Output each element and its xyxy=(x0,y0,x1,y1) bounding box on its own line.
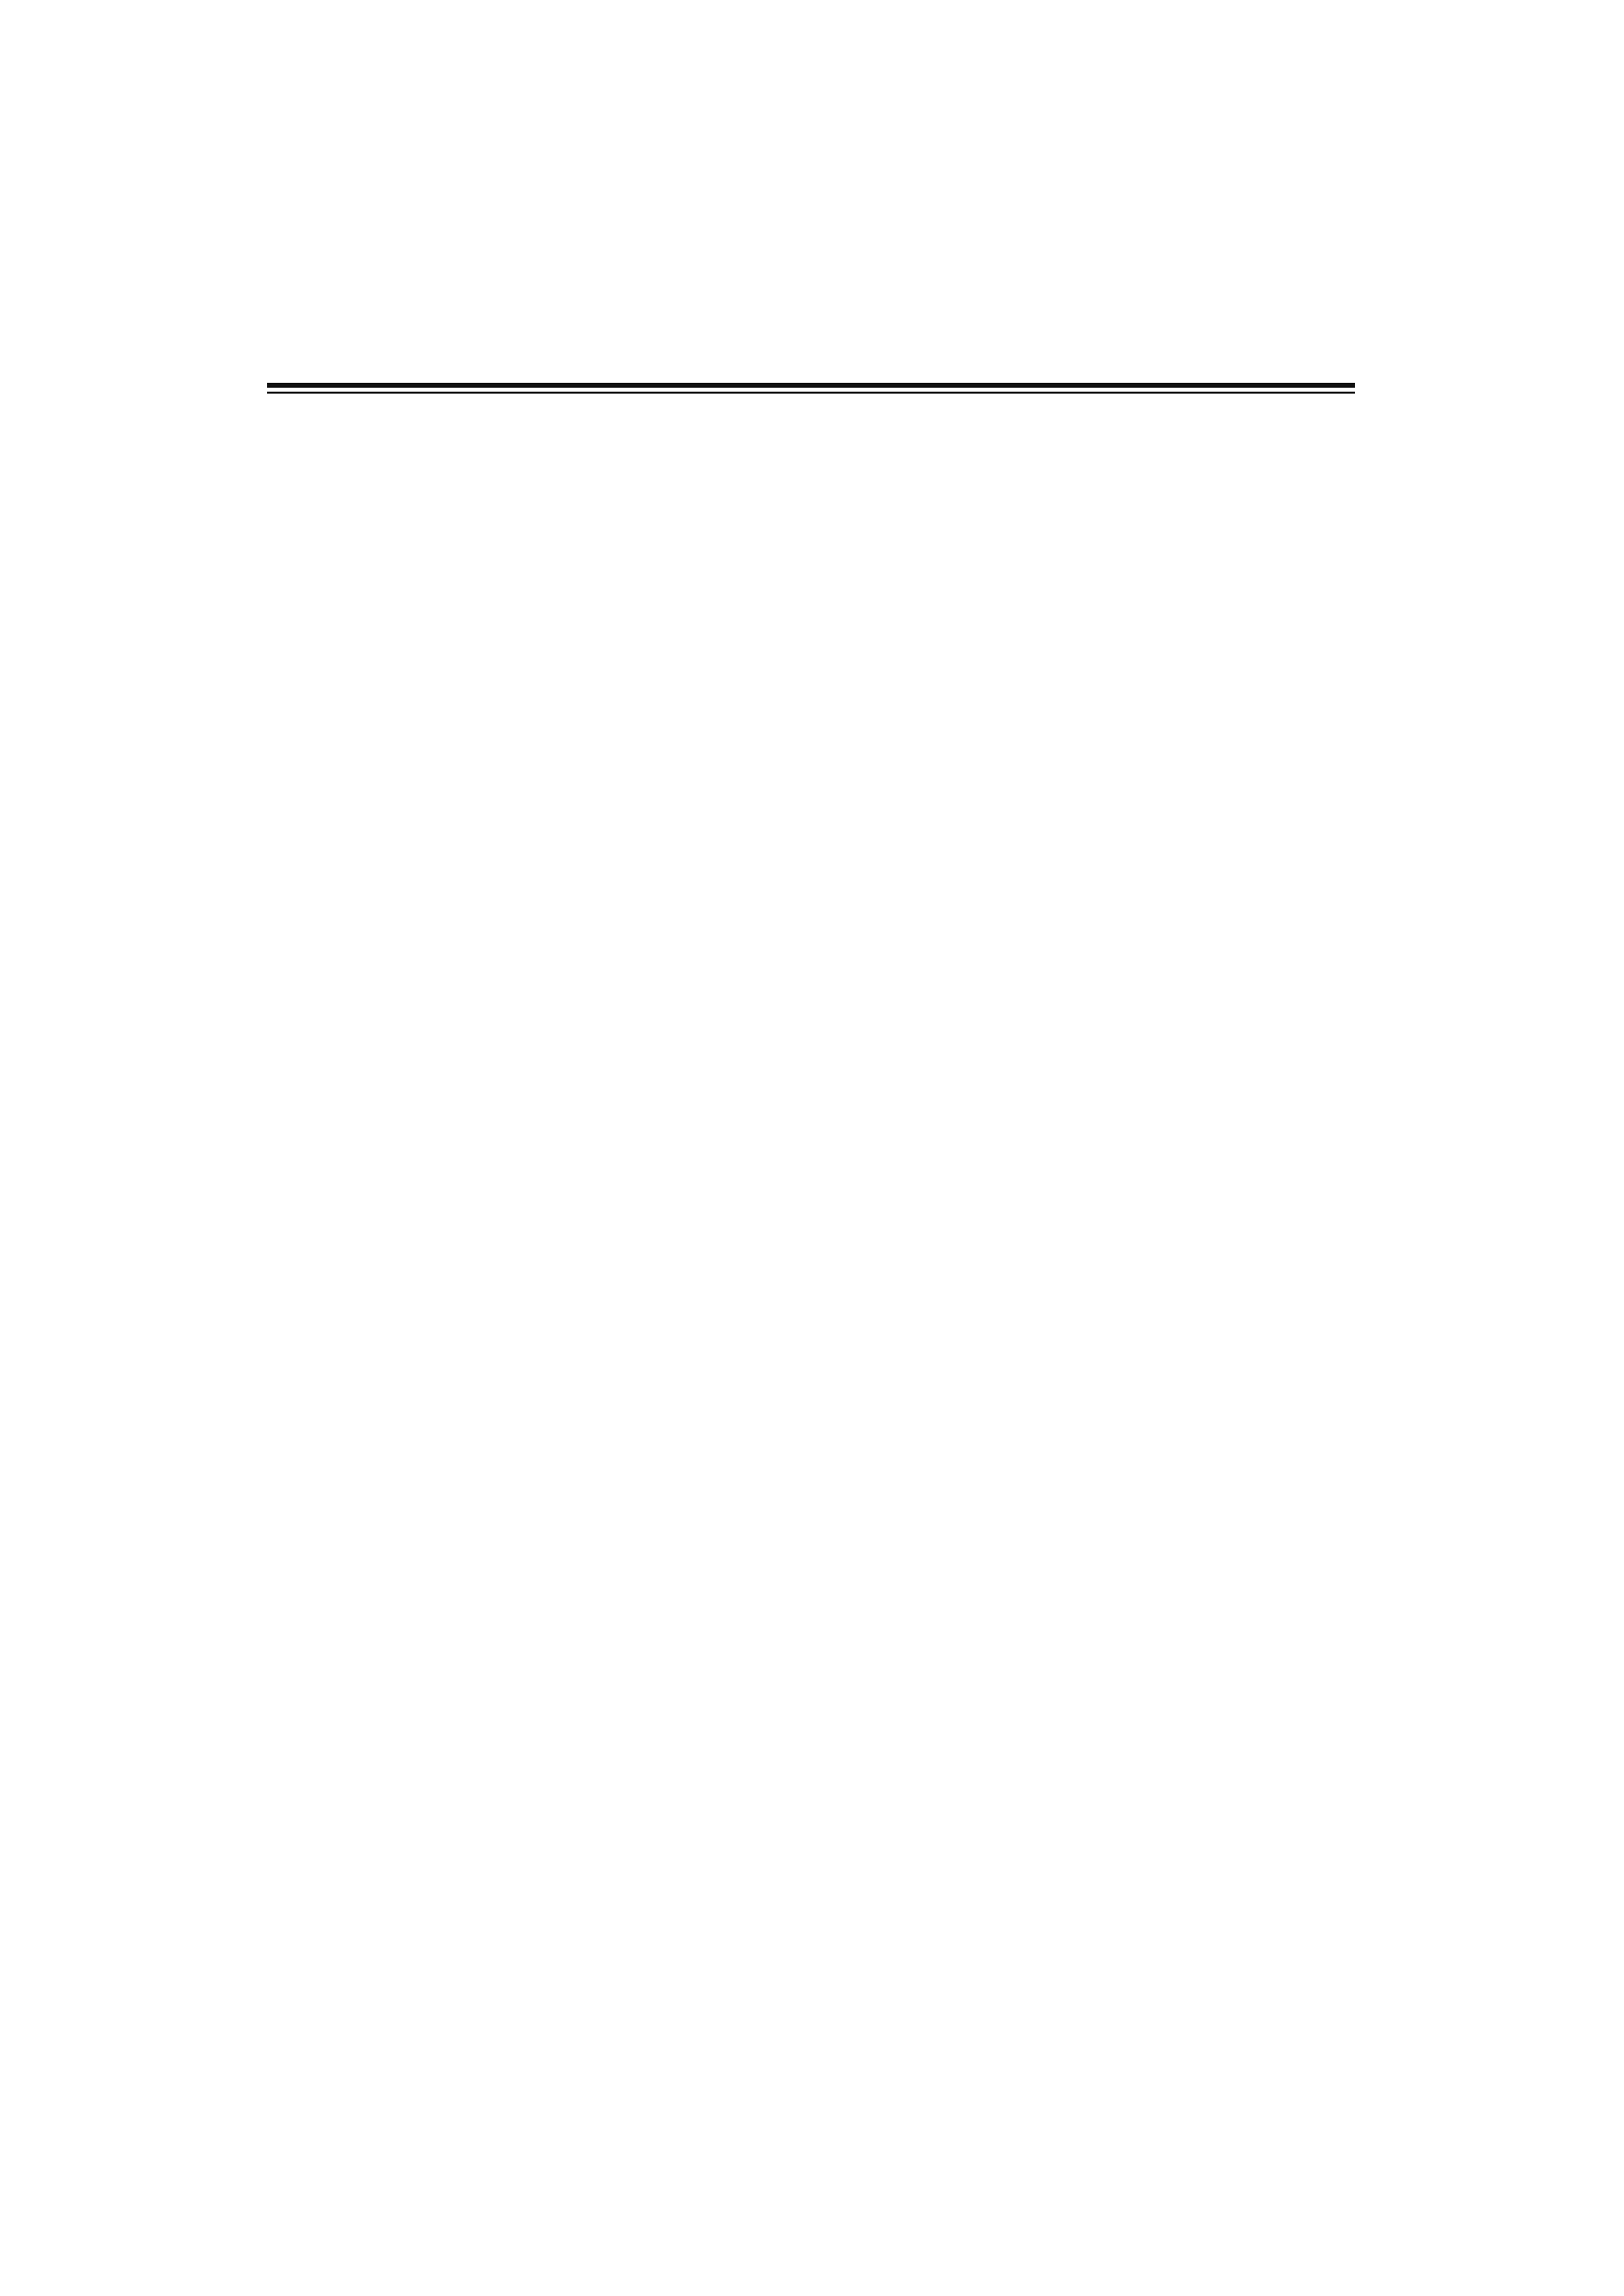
running-header xyxy=(267,334,1355,385)
header-rule-thin xyxy=(267,392,1355,394)
header-rule-thick xyxy=(267,383,1355,388)
part-heading xyxy=(267,593,1355,635)
